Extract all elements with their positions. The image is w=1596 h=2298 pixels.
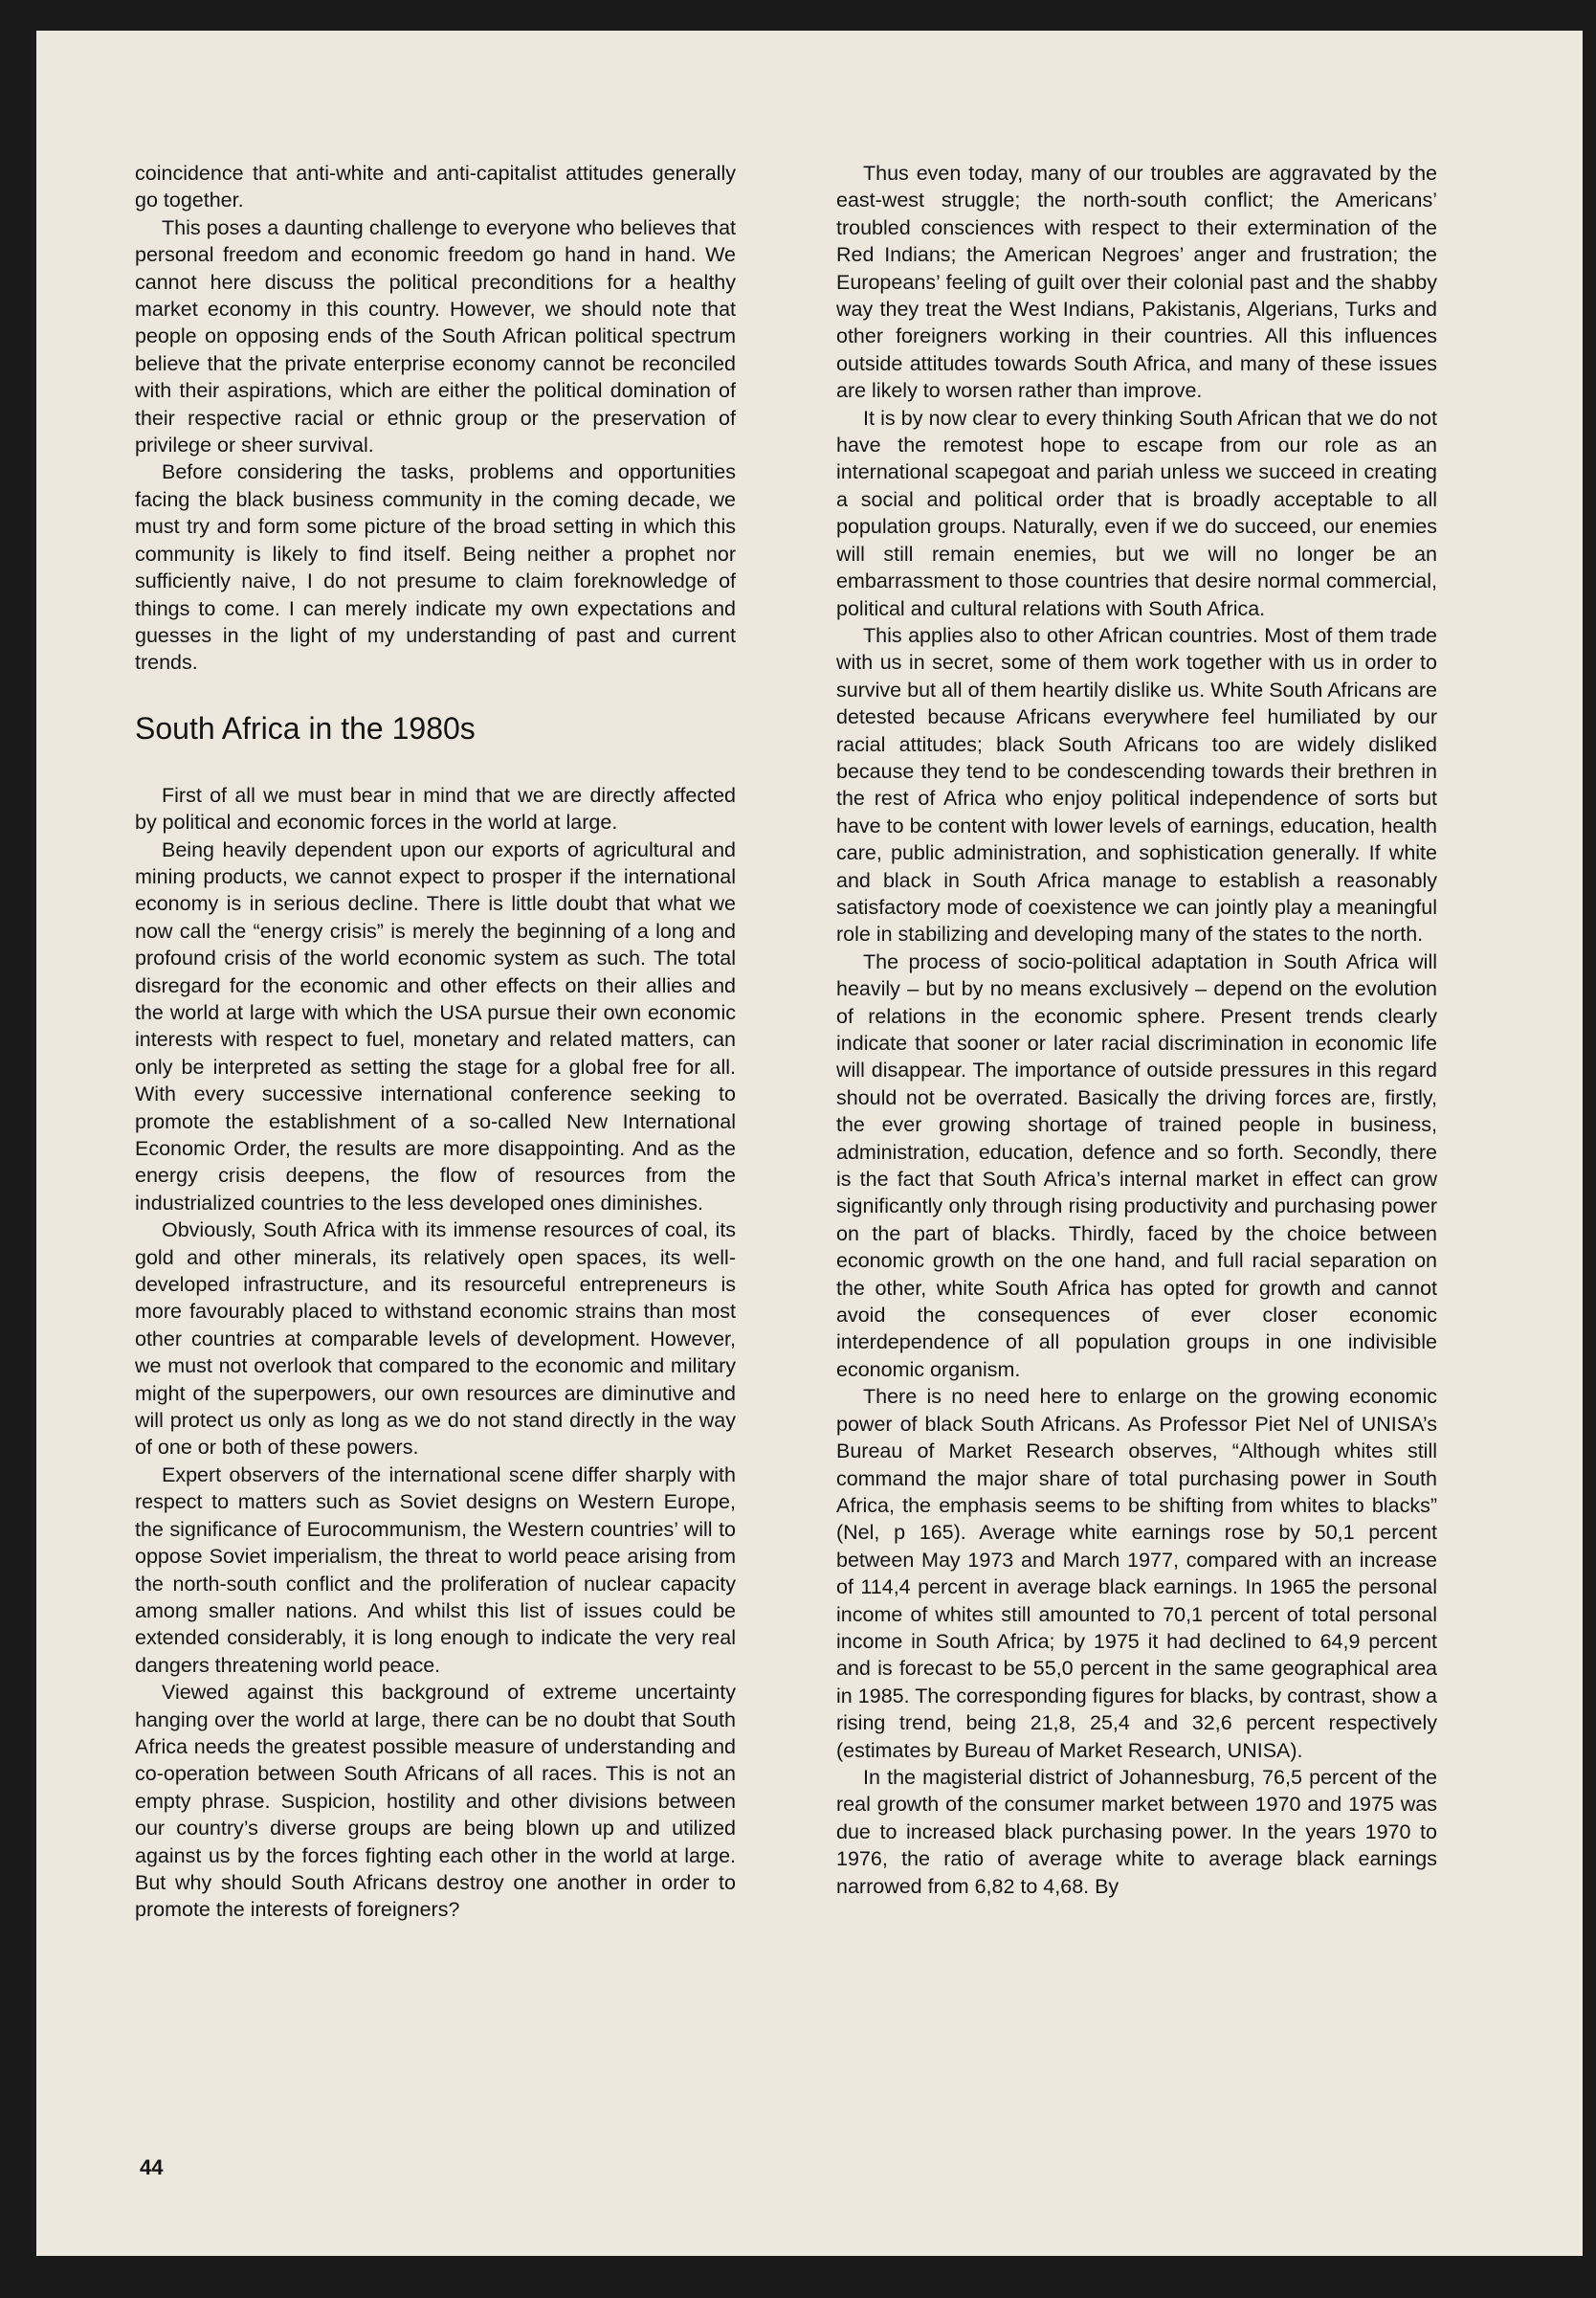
paragraph: This applies also to other African countries. Most of them trade with us in secret, some of them work together with us in order to survive but all of them heartily dislike us. White South Africans are detested because Africans everywhere feel humiliated by our racial attitudes; black South Africans too are widely disliked because they tend to be condescending towards their brethren in the rest of Africa who enjoy political independence of sorts but have to be content with lower levels of earnings, education, health care, public administration, and sophistication generally. If white and black in South Africa manage to establish a reasonably satisfactory mode of coexistence we can jointly play a meaningful role in stabilizing and developing many of the states to the north. [836,623,1437,947]
section-heading: South Africa in the 1980s [135,710,476,746]
right-column [836,160,1437,1900]
paragraph: Viewed against this background of extreme uncertainty hanging over the world at large, there can be no doubt that South Africa needs the greatest possible measure of understanding and co-operation between South Africans of all races. This is not an empty phrase. Suspicion, hostility and other divisions between our country’s diverse groups are being blown up and utilized against us by the forces fighting each other in the world at large. But why should South Africans destroy one another in order to promote the interests of foreigners? [135,1681,736,1922]
paragraph: Expert observers of the international scene differ sharply with respect to matters such as Soviet designs on Western Europe, the significance of Eurocommunism, the Western countries’ will to oppose Soviet imperialism, the threat to world peace arising from the north-south conflict and the proliferation of nuclear capacity among smaller nations. And whilst this list of issues could be extended considerably, it is long enough to indicate the very real dangers threatening world peace. [135,1462,736,1677]
paragraph: Obviously, South Africa with its immense resources of coal, its gold and other minerals, its relatively open spaces, its well-developed infrastructure, and its resourceful entrepreneurs is more favourably placed to withstand economic strains than most other countries at comparable levels of development. However, we must not overlook that compared to the economic and military might of the superpowers, our own resources are diminutive and will protect us only as long as we do not stand directly in the way of one or both of these powers. [135,1218,736,1460]
paragraph: It is by now clear to every thinking South African that we do not have the remotest hope to escape from our role as an international scapegoat and pariah unless we succeed in creating a social and political order that is broadly acceptable to all population groups. Naturally, even if we do succeed, our enemies will still remain enemies, but we will no longer be an embarrassment to those countries that desire normal commercial, political and cultural relations with South Africa. [836,406,1437,620]
paragraph: Before considering the tasks, problems and opportunities facing the black business community in the coming decade, we must try and form some picture of the broad setting in which this community is likely to find itself. Being neither a prophet nor sufficiently naive, I do not presume to claim foreknowledge of things to come. I can merely indicate my own expectations and guesses in the light of my understanding of past and current trends. [135,460,736,675]
paragraph: coincidence that anti-white and anti-capitalist attitudes generally go together. [135,162,736,212]
paragraph: There is no need here to enlarge on the growing economic power of black South Africans. As Professor Piet Nel of UNISA’s Bureau of Market Research observes, “Although whites still command the major share of total purchasing power in South Africa, the emphasis seems to be shifting from whites to blacks” (Nel, p 165). Average white earnings rose by 50,1 percent between May 1973 and March 1977, compared with an increase of 114,4 percent in average black earnings. In 1965 the personal income of whites still amounted to 70,1 percent of total personal income in South Africa; by 1975 it had declined to 64,9 percent and is forecast to be 55,0 percent in the same geographical area in 1985. The corresponding figures for blacks, by contrast, show a rising trend, being 21,8, 25,4 and 32,6 percent respectively (estimates by Bureau of Market Research, UNISA). [836,1385,1437,1762]
magazine-page [36,31,1583,2256]
paragraph: Thus even today, many of our troubles are aggravated by the east-west struggle; the north-south conflict; the Americans’ troubled consciences with respect to their extermination of the Red Indians; the American Negroes’ anger and frustration; the Europeans’ feeling of guilt over their colonial past and the shabby way they treat the West Indians, Pakistanis, Algerians, Turks and other foreigners working in their countries. All this influences outside attitudes towards South Africa, and many of these issues are likely to worsen rather than improve. [836,162,1437,403]
paragraph: Being heavily dependent upon our exports of agricultural and mining products, we cannot expect to prosper if the international economy is in serious decline. There is little doubt that what we now call the “energy crisis” is merely the beginning of a long and profound crisis of the world economic system as such. The total disregard for the economic and other effects on their allies and the world at large with which the USA pursue their own economic interests with respect to fuel, monetary and related matters, can only be interpreted as setting the stage for a global free for all. With every successive international conference seeking to promote the establishment of a so-called New International Economic Order, the results are more disappointing. And as the energy crisis deepens, the flow of resources from the industrialized countries to the less developed ones diminishes. [135,837,736,1215]
paragraph: The process of socio-political adaptation in South Africa will heavily – but by no means exclusively – depend on the evolution of relations in the economic sphere. Present trends clearly indicate that sooner or later racial discrimination in economic life will disappear. The importance of outside pressures in this regard should not be overrated. Basically the driving forces are, firstly, the ever growing shortage of trained people in business, administration, education, defence and so forth. Secondly, there is the fact that South Africa’s internal market in effect can grow significantly only through rising productivity and purchasing power on the part of blacks. Thirdly, faced by the choice between economic growth on the one hand, and full racial separation on the other, white South Africa has opted for growth and cannot avoid the consequences of ever closer economic interdependence of all population groups in one indivisible economic organism. [836,949,1437,1381]
paragraph: In the magisterial district of Johannesburg, 76,5 percent of the real growth of the consumer market between 1970 and 1975 was due to increased black purchasing power. In the years 1970 to 1976, the ratio of average white to average black earnings narrowed from 6,82 to 4,68. By [836,1765,1437,1898]
page-number: 44 [140,2155,164,2179]
left-column [135,160,736,1924]
paragraph: This poses a daunting challenge to everyone who believes that personal freedom and economic freedom go hand in hand. We cannot here discuss the political preconditions for a healthy market economy in this country. However, we should note that people on opposing ends of the South African political spectrum believe that the private enterprise economy cannot be reconciled with their aspirations, which are either the political domination of their respective racial or ethnic group or the preservation of privilege or sheer survival. [135,215,736,457]
paragraph: First of all we must bear in mind that we are directly affected by political and economic forces in the world at large. [135,783,736,835]
